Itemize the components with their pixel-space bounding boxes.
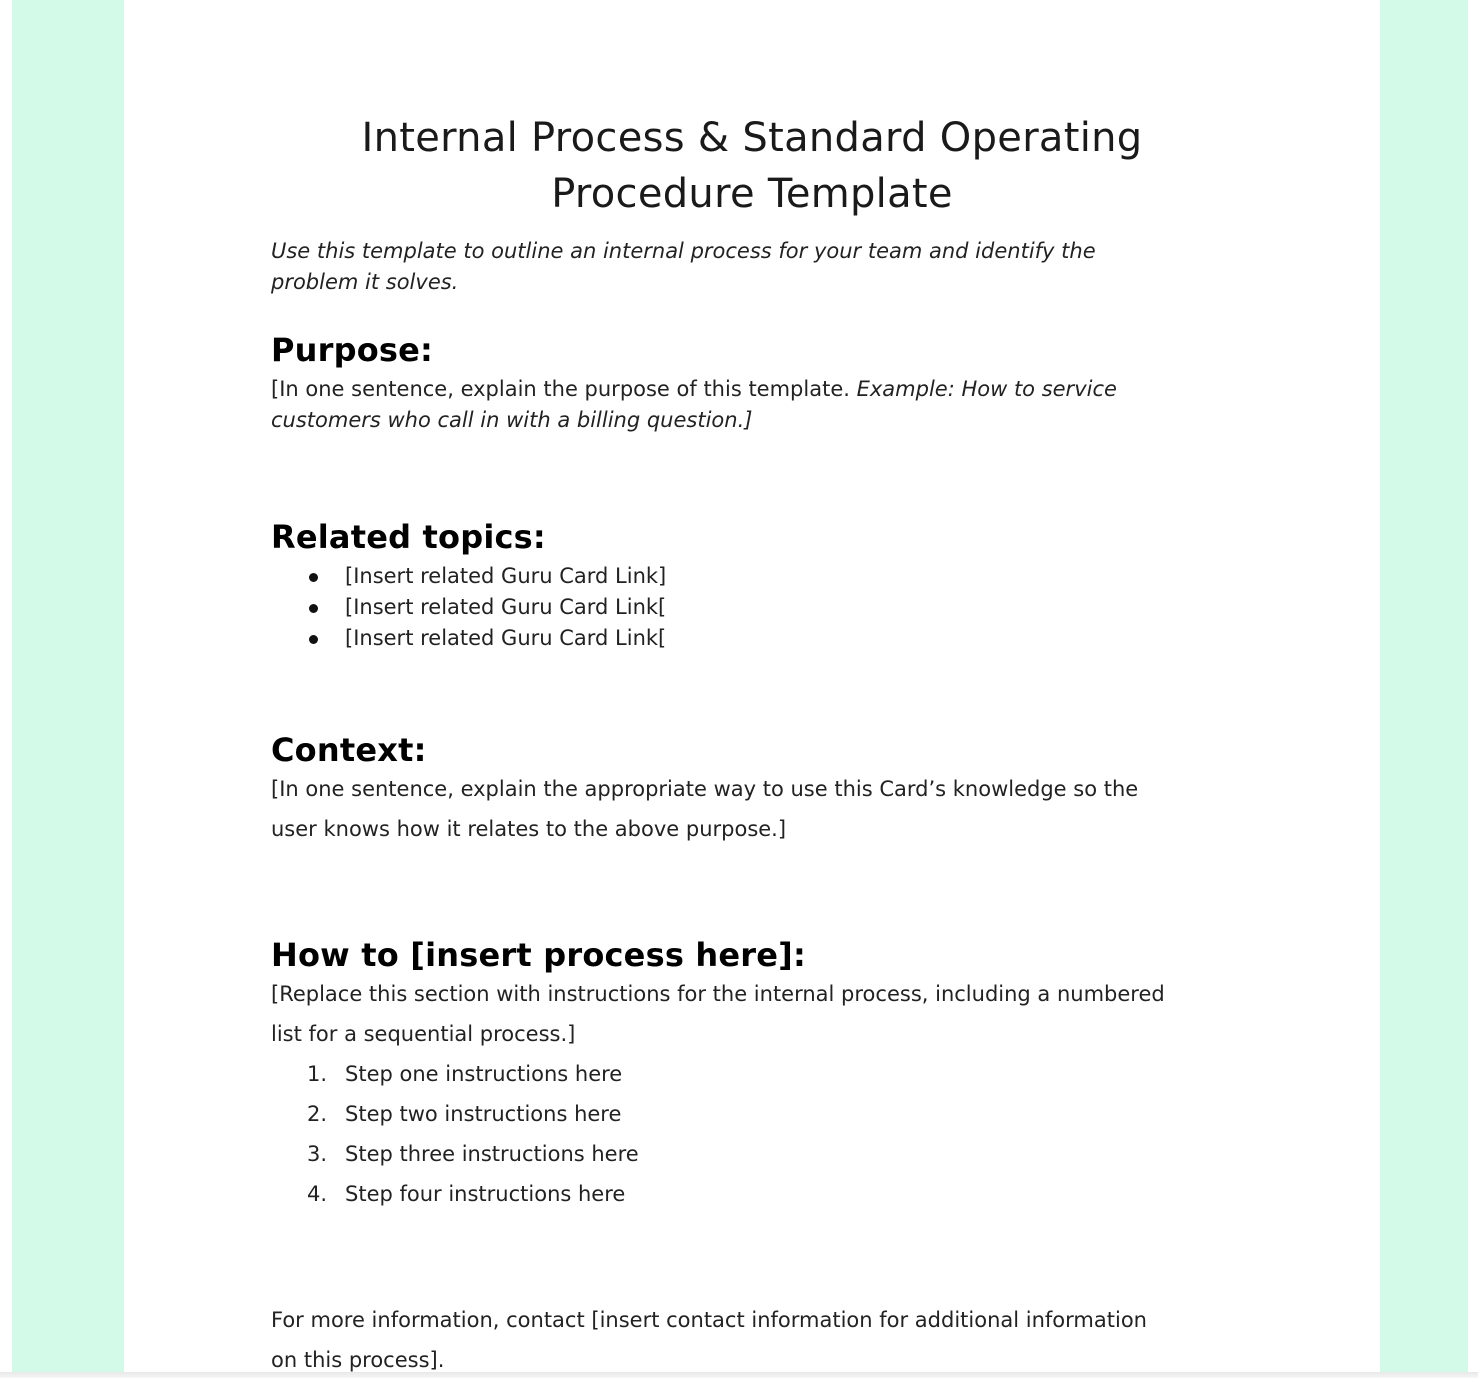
footer-line-2: on this process]. [271,1348,445,1372]
list-item[interactable]: [Insert related Guru Card Link] [271,561,666,592]
list-item [271,1054,639,1094]
context-line-1: [In one sentence, explain the appropriate way to use this Card’s knowledge so the [271,777,1139,801]
step-number: 2. [307,1102,328,1126]
step-text: Step two instructions here [345,1102,622,1126]
bottom-edge [0,1372,1478,1378]
page-background [12,0,1468,1372]
related-topics-list [271,561,666,654]
footer-line-1: For more information, contact [insert contact information for additional information [271,1308,1147,1332]
intro-text [271,236,1231,298]
step-text: Step four instructions here [345,1182,626,1206]
step-number: 3. [307,1142,328,1166]
document-title-line-1: Internal Process & Standard Operating [361,115,1143,161]
purpose-line-2: customers who call in with a billing question.] [271,408,753,432]
how-to-line-2: list for a sequential process.] [271,1022,576,1046]
document-page [124,0,1380,1372]
list-item[interactable]: [Insert related Guru Card Link[ [271,592,666,623]
step-number: 1. [307,1062,328,1086]
document-title [252,110,1252,222]
intro-line-1: Use this template to outline an internal process for your team and identify the [271,239,1096,263]
step-text: Step three instructions here [345,1142,639,1166]
document-title-line-2: Procedure Template [551,171,953,217]
list-item [271,1174,639,1214]
how-to-line-1: [Replace this section with instructions for the internal process, including a numbered [271,982,1165,1006]
steps-list [271,1054,639,1214]
context-heading: Context: [271,731,427,769]
footer-text [271,1300,1246,1372]
purpose-line-1 [271,374,1246,405]
list-item[interactable]: [Insert related Guru Card Link[ [271,623,666,654]
purpose-text-part: [In one sentence, explain the purpose of this template. [271,377,857,401]
context-line-2: user knows how it relates to the above purpose.] [271,817,787,841]
step-text: Step one instructions here [345,1062,623,1086]
how-to-text [271,974,1246,1054]
purpose-heading: Purpose: [271,331,434,369]
purpose-text [271,374,1246,436]
context-text [271,769,1246,849]
intro-line-2: problem it solves. [271,270,459,294]
list-item [271,1134,639,1174]
list-item [271,1094,639,1134]
step-number: 4. [307,1182,328,1206]
purpose-example: Example: How to service [856,377,1117,401]
related-topics-heading: Related topics: [271,518,546,556]
how-to-heading: How to [insert process here]: [271,936,807,974]
